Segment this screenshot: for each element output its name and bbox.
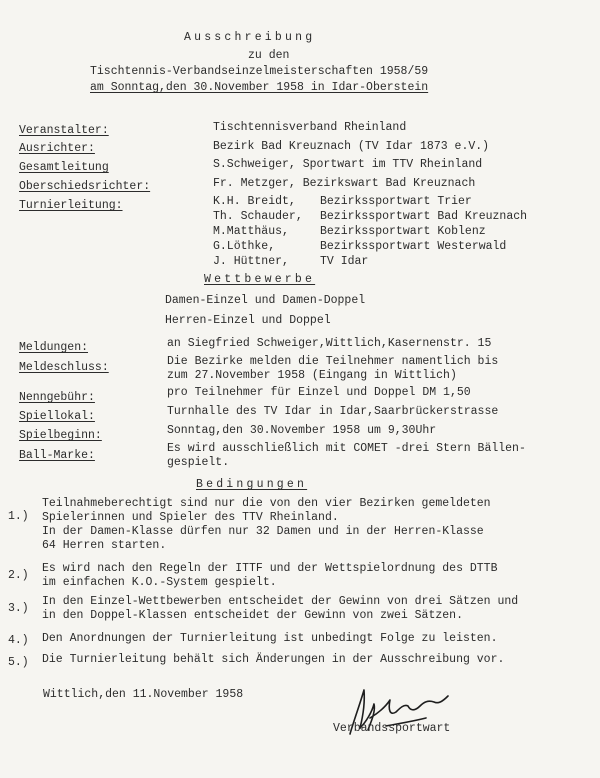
gesamtleitung-value: S.Schweiger, Sportwart im TTV Rheinland xyxy=(213,158,483,171)
header-line-2: Tischtennis-Verbandseinzelmeisterschaften 1958/59 xyxy=(90,65,429,78)
meldeschluss-line-2: zum 27.November 1958 (Eingang in Wittlich) xyxy=(167,369,457,382)
meldeschluss-line-1: Die Bezirke melden die Teilnehmer namentlich bis xyxy=(167,355,499,368)
turnierleitung-name: M.Matthäus, xyxy=(213,225,289,238)
header-line-3: am Sonntag,den 30.November 1958 in Idar-Oberstein xyxy=(90,81,429,94)
turnierleitung-role: TV Idar xyxy=(320,255,369,268)
turnierleitung-name: Th. Schauder, xyxy=(213,210,303,223)
condition-number: 4.) xyxy=(8,634,29,647)
wettbewerb-item: Damen-Einzel und Damen-Doppel xyxy=(165,294,366,307)
condition-number: 1.) xyxy=(8,510,29,523)
turnierleitung-role: Bezirkssportwart Koblenz xyxy=(320,225,486,238)
wettbewerb-item: Herren-Einzel und Doppel xyxy=(165,314,331,327)
nenngebuehr-value: pro Teilnehmer für Einzel und Doppel DM 1,50 xyxy=(167,386,471,399)
header-line-1: zu den xyxy=(248,49,290,62)
condition-line: In der Damen-Klasse dürfen nur 32 Damen und in der Herren-Klasse xyxy=(42,525,484,538)
condition-line: in den Doppel-Klassen entscheidet der Gewinn von zwei Sätzen. xyxy=(42,609,463,622)
meldungen-value: an Siegfried Schweiger,Wittlich,Kasernenstr. 15 xyxy=(167,337,492,350)
signature-title: Verbandssportwart xyxy=(333,722,451,735)
turnierleitung-role: Bezirkssportwart Bad Kreuznach xyxy=(320,210,528,223)
meldungen-label: Meldungen: xyxy=(19,341,89,354)
condition-line: im einfachen K.O.-System gespielt. xyxy=(42,576,277,589)
turnierleitung-role: Bezirkssportwart Trier xyxy=(320,195,472,208)
turnierleitung-name: G.Löthke, xyxy=(213,240,276,253)
ballmarke-label: Ball-Marke: xyxy=(19,449,95,462)
ausrichter-label: Ausrichter: xyxy=(19,142,95,155)
condition-number: 5.) xyxy=(8,656,29,669)
turnierleitung-label: Turnierleitung: xyxy=(19,199,123,212)
turnierleitung-role: Bezirkssportwart Westerwald xyxy=(320,240,507,253)
oberschiedsrichter-value: Fr. Metzger, Bezirkswart Bad Kreuznach xyxy=(213,177,476,190)
veranstalter-value: Tischtennisverband Rheinland xyxy=(213,121,407,134)
condition-line: Den Anordnungen der Turnierleitung ist unbedingt Folge zu leisten. xyxy=(42,632,498,645)
nenngebuehr-label: Nenngebühr: xyxy=(19,391,95,404)
ausrichter-value: Bezirk Bad Kreuznach (TV Idar 1873 e.V.) xyxy=(213,140,490,153)
spielbeginn-value: Sonntag,den 30.November 1958 um 9,30Uhr xyxy=(167,424,437,437)
ballmarke-line-1: Es wird ausschließlich mit COMET -drei Stern Bällen- xyxy=(167,442,526,455)
condition-number: 2.) xyxy=(8,569,29,582)
wettbewerbe-heading: Wettbewerbe xyxy=(204,273,316,286)
condition-number: 3.) xyxy=(8,602,29,615)
turnierleitung-name: K.H. Breidt, xyxy=(213,195,296,208)
condition-line: Die Turnierleitung behält sich Änderungen in der Ausschreibung vor. xyxy=(42,653,505,666)
bedingungen-heading: Bedingungen xyxy=(196,478,308,491)
oberschiedsrichter-label: Oberschiedsrichter: xyxy=(19,180,151,193)
spiellokal-label: Spiellokal: xyxy=(19,410,95,423)
document-title: Ausschreibung xyxy=(184,31,316,44)
condition-line: In den Einzel-Wettbewerben entscheidet der Gewinn von drei Sätzen und xyxy=(42,595,519,608)
turnierleitung-name: J. Hüttner, xyxy=(213,255,289,268)
spiellokal-value: Turnhalle des TV Idar in Idar,Saarbrückerstrasse xyxy=(167,405,499,418)
gesamtleitung-label: Gesamtleitung xyxy=(19,161,109,174)
meldeschluss-label: Meldeschluss: xyxy=(19,361,109,374)
ballmarke-line-2: gespielt. xyxy=(167,456,230,469)
condition-line: Teilnahmeberechtigt sind nur die von den vier Bezirken gemeldeten xyxy=(42,497,491,510)
condition-line: Es wird nach den Regeln der ITTF und der Wettspielordnung des DTTB xyxy=(42,562,498,575)
condition-line: 64 Herren starten. xyxy=(42,539,167,552)
place-date: Wittlich,den 11.November 1958 xyxy=(43,688,244,701)
veranstalter-label: Veranstalter: xyxy=(19,124,109,137)
condition-line: Spielerinnen und Spieler des TTV Rheinland. xyxy=(42,511,339,524)
spielbeginn-label: Spielbeginn: xyxy=(19,429,102,442)
